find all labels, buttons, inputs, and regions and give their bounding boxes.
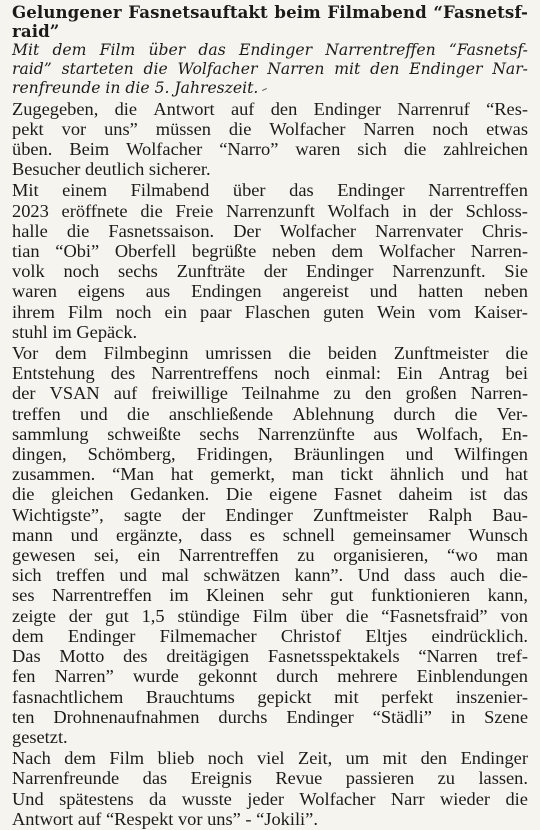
- article-body: [12, 99, 528, 830]
- lead-line: renfreunde in die 5. Jahreszeit.: [12, 79, 528, 98]
- body-line: waren eigens aus Endingen angereist und hatten neben: [12, 281, 528, 302]
- body-line: Und spätestens da wusste jeder Wolfacher Narr wieder die: [12, 788, 528, 809]
- body-line: fen Narren” wurde gekonnt durch mehrere Einblendungen: [12, 666, 528, 687]
- body-line: Antwort auf “Respekt vor uns” - “Jokili”.: [12, 808, 318, 829]
- lead-line: raid” starteten die Wolfacher Narren mit den Endinger Nar-: [12, 60, 528, 79]
- body-line: pekt vor uns” müssen die Wolfacher Narren noch etwas: [12, 118, 528, 139]
- body-line: zeigte der gut 1,5 stündige Film über die “Fasnetsfraid” von: [12, 605, 528, 626]
- body-line: gewesen sei, ein Narrentreffen zu organisieren, “wo man: [12, 545, 528, 566]
- body-line: Das Motto des dreitägigen Fasnetsspektakels “Narren tref-: [12, 646, 528, 667]
- paragraph: [12, 748, 528, 829]
- body-line: Vor dem Filmbeginn umrissen die beiden Zunftmeister die: [12, 343, 528, 364]
- body-line: tian “Obi” Oberfell begrüßte neben dem Wolfacher Narren-: [12, 241, 528, 262]
- body-line: dingen, Schömberg, Fridingen, Bräunlingen und Wilfingen: [12, 444, 528, 465]
- paragraph: [12, 343, 528, 747]
- headline: [12, 3, 528, 41]
- body-line: sammlung schweißte sechs Narrenzünfte aus Wolfach, En-: [12, 423, 528, 444]
- body-line: Wichtigste”, sagte der Endinger Zunftmeister Ralph Bau-: [12, 504, 528, 525]
- body-line: Entstehung des Narrentreffens noch einmal: Ein Antrag bei: [12, 363, 528, 384]
- pen-mark: [262, 88, 267, 91]
- headline-line: Gelungener Fasnetsauftakt beim Filmabend “Fasnetsf-: [12, 2, 528, 22]
- body-line: die gleichen Gedanken. Die eigene Fasnet daheim ist das: [12, 484, 528, 505]
- body-line: Mit einem Filmabend über das Endinger Narrentreffen: [12, 180, 528, 201]
- body-line: mann und ergänzte, dass es schnell gemeinsamer Wunsch: [12, 524, 528, 545]
- body-line: 2023 eröffnete die Freie Narrenzunft Wolfach in der Schloss-: [12, 200, 528, 221]
- paragraph: [12, 180, 528, 342]
- body-line: Narrenfreunde das Ereignis Revue passieren zu lassen.: [12, 768, 528, 789]
- body-line: treffen und die anschließende Ablehnung durch die Ver-: [12, 403, 528, 424]
- body-line: sich treffen und mal schwätzen kann”. Und dass auch die-: [12, 565, 528, 586]
- body-line: gesetzt.: [12, 726, 68, 747]
- body-line: Nach dem Film blieb noch viel Zeit, um mit den Endinger: [12, 748, 528, 769]
- body-line: üben. Beim Wolfacher “Narro” waren sich die zahlreichen: [12, 139, 528, 160]
- body-line: halle die Fasnetssaison. Der Wolfacher Narrenvater Chris-: [12, 220, 528, 241]
- body-line: ihrem Film noch ein paar Flaschen guten Wein vom Kaiser-: [12, 301, 528, 322]
- body-line: ses Narrentreffen im Kleinen sehr gut funktionieren kann,: [12, 585, 528, 606]
- body-line: der VSAN auf freiwillige Teilnahme zu den großen Narren-: [12, 383, 528, 404]
- paragraph: [12, 99, 528, 180]
- body-line: fasnachtlichem Brauchtums gepickt mit perfekt inszenier-: [12, 686, 528, 707]
- lead: [12, 41, 528, 99]
- body-line: volk noch sechs Zunfträte der Endinger Narrenzunft. Sie: [12, 261, 528, 282]
- headline-line: raid”: [12, 21, 60, 41]
- body-line: Besucher deutlich sicherer.: [12, 159, 211, 180]
- body-line: stuhl im Gepäck.: [12, 321, 138, 342]
- lead-line: Mit dem Film über das Endinger Narrentreffen “Fasnetsf-: [12, 41, 528, 59]
- body-line: ten Drohnenaufnahmen durchs Endinger “Städli” in Szene: [12, 706, 528, 727]
- article: [12, 3, 528, 830]
- body-line: Zugegeben, die Antwort auf den Endinger Narrenruf “Res-: [12, 98, 528, 119]
- body-line: dem Endinger Filmemacher Christof Eltjes eindrücklich.: [12, 625, 528, 646]
- body-line: zusammen. “Man hat gemerkt, man tickt ähnlich und hat: [12, 464, 528, 485]
